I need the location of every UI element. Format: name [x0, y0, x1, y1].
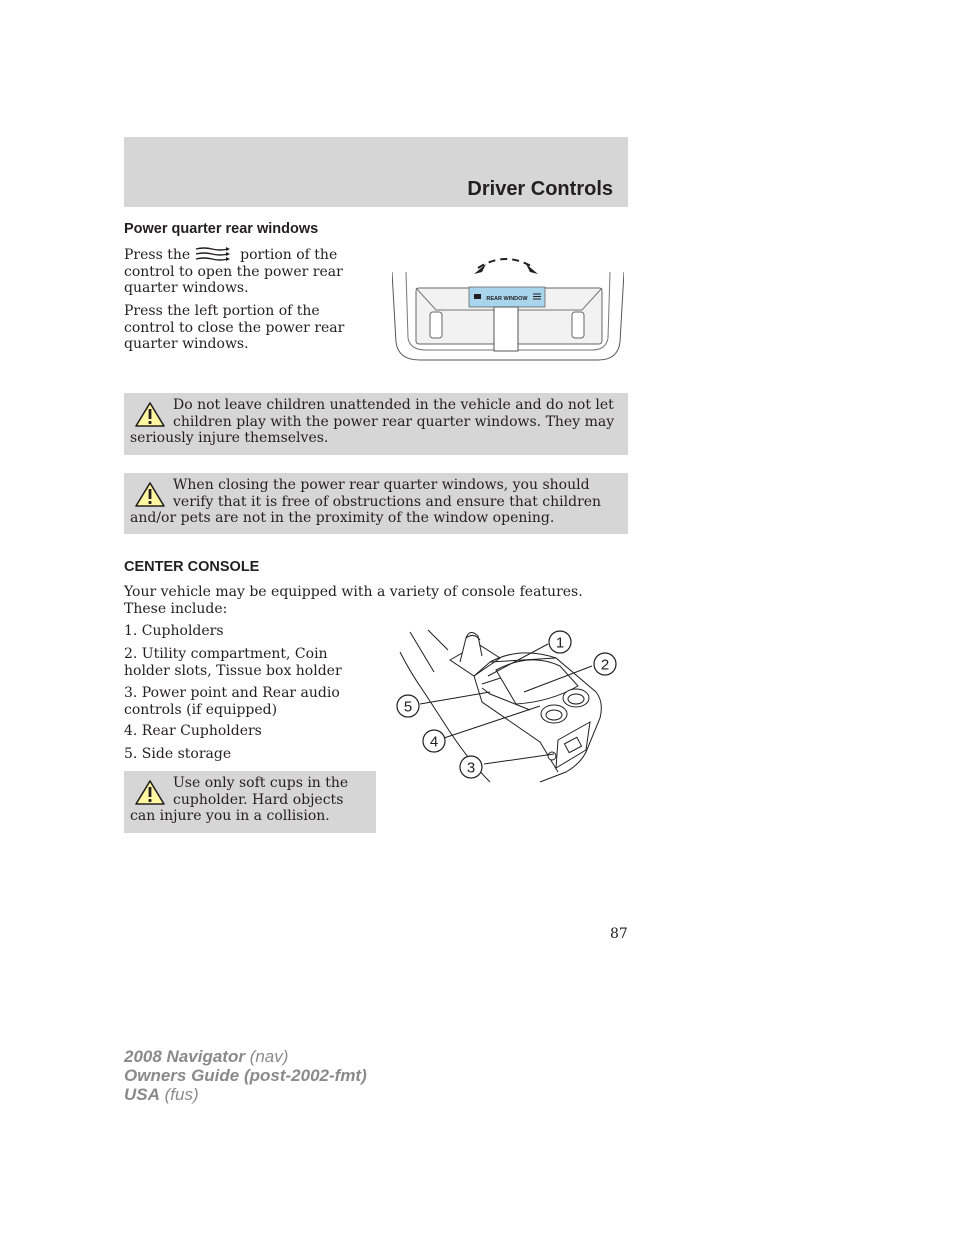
callout-3 [460, 756, 482, 778]
footer-model: 2008 Navigator [124, 1047, 245, 1066]
callout-2 [594, 653, 616, 675]
center-console-intro: Your vehicle may be equipped with a variety of console features. These include: [124, 584, 583, 617]
svg-text:5: 5 [403, 698, 413, 716]
footer-line-2 [124, 1066, 367, 1085]
open-text-before: Press the [124, 247, 191, 263]
warning-text: When closing the power rear quarter windows, you should verify that it is free of obstructions and ensure that children and/or pets are not in the proximity of the window opening. [130, 477, 602, 526]
footer-guide: Owners Guide (post-2002-fmt) [124, 1066, 367, 1085]
section-title: Driver Controls [467, 178, 613, 200]
footer-line-1 [124, 1047, 367, 1066]
console-list-item: 1. Cupholders [124, 623, 224, 639]
svg-text:4: 4 [429, 733, 439, 751]
document-footer [124, 1047, 367, 1104]
warning-text: Do not leave children unattended in the vehicle and do not let children play with the power rear quarter windows. They may seriously injure themselves. [130, 397, 615, 446]
center-console-illustration [390, 622, 624, 788]
open-text-after: portion of the control to open the power rear quarter windows. [124, 247, 343, 296]
callout-4 [423, 730, 445, 752]
warning-triangle-icon [130, 777, 170, 807]
warning-box-soft-cups [124, 771, 376, 833]
warning-text: Use only soft cups in the cupholder. Hard objects can injure you in a collision. [130, 775, 349, 824]
section-header-band [124, 137, 628, 207]
console-list-item: 4. Rear Cupholders [124, 723, 262, 739]
console-list-item: 3. Power point and Rear audio controls (if equipped) [124, 685, 340, 718]
window-open-icon [194, 246, 232, 262]
footer-market: USA [124, 1085, 160, 1104]
warning-triangle-icon [130, 479, 170, 509]
warning-triangle-icon [130, 399, 170, 429]
callout-1 [549, 631, 571, 653]
rotation-arrow [478, 259, 534, 268]
callout-5 [397, 695, 419, 717]
warning-box-window-obstructions [124, 473, 628, 534]
svg-text:3: 3 [466, 759, 476, 777]
rear-window-switch-illustration [392, 252, 624, 370]
quarter-windows-close-paragraph: Press the left portion of the control to close the power rear quarter windows. [124, 303, 345, 352]
quarter-windows-heading: Power quarter rear windows [124, 221, 319, 237]
footer-line-3 [124, 1085, 367, 1104]
footer-market-code: (fus) [164, 1085, 199, 1104]
warning-box-children-unattended [124, 393, 628, 455]
page-number: 87 [610, 926, 628, 942]
switch-label: REAR WINDOW [486, 296, 528, 302]
center-console-heading: CENTER CONSOLE [124, 559, 260, 575]
quarter-windows-open-paragraph [124, 246, 369, 297]
footer-model-code: (nav) [249, 1047, 289, 1066]
svg-text:2: 2 [600, 656, 610, 674]
svg-text:1: 1 [555, 634, 565, 652]
console-list-item: 2. Utility compartment, Coin holder slots, Tissue box holder [124, 646, 342, 679]
console-list-item: 5. Side storage [124, 746, 232, 762]
